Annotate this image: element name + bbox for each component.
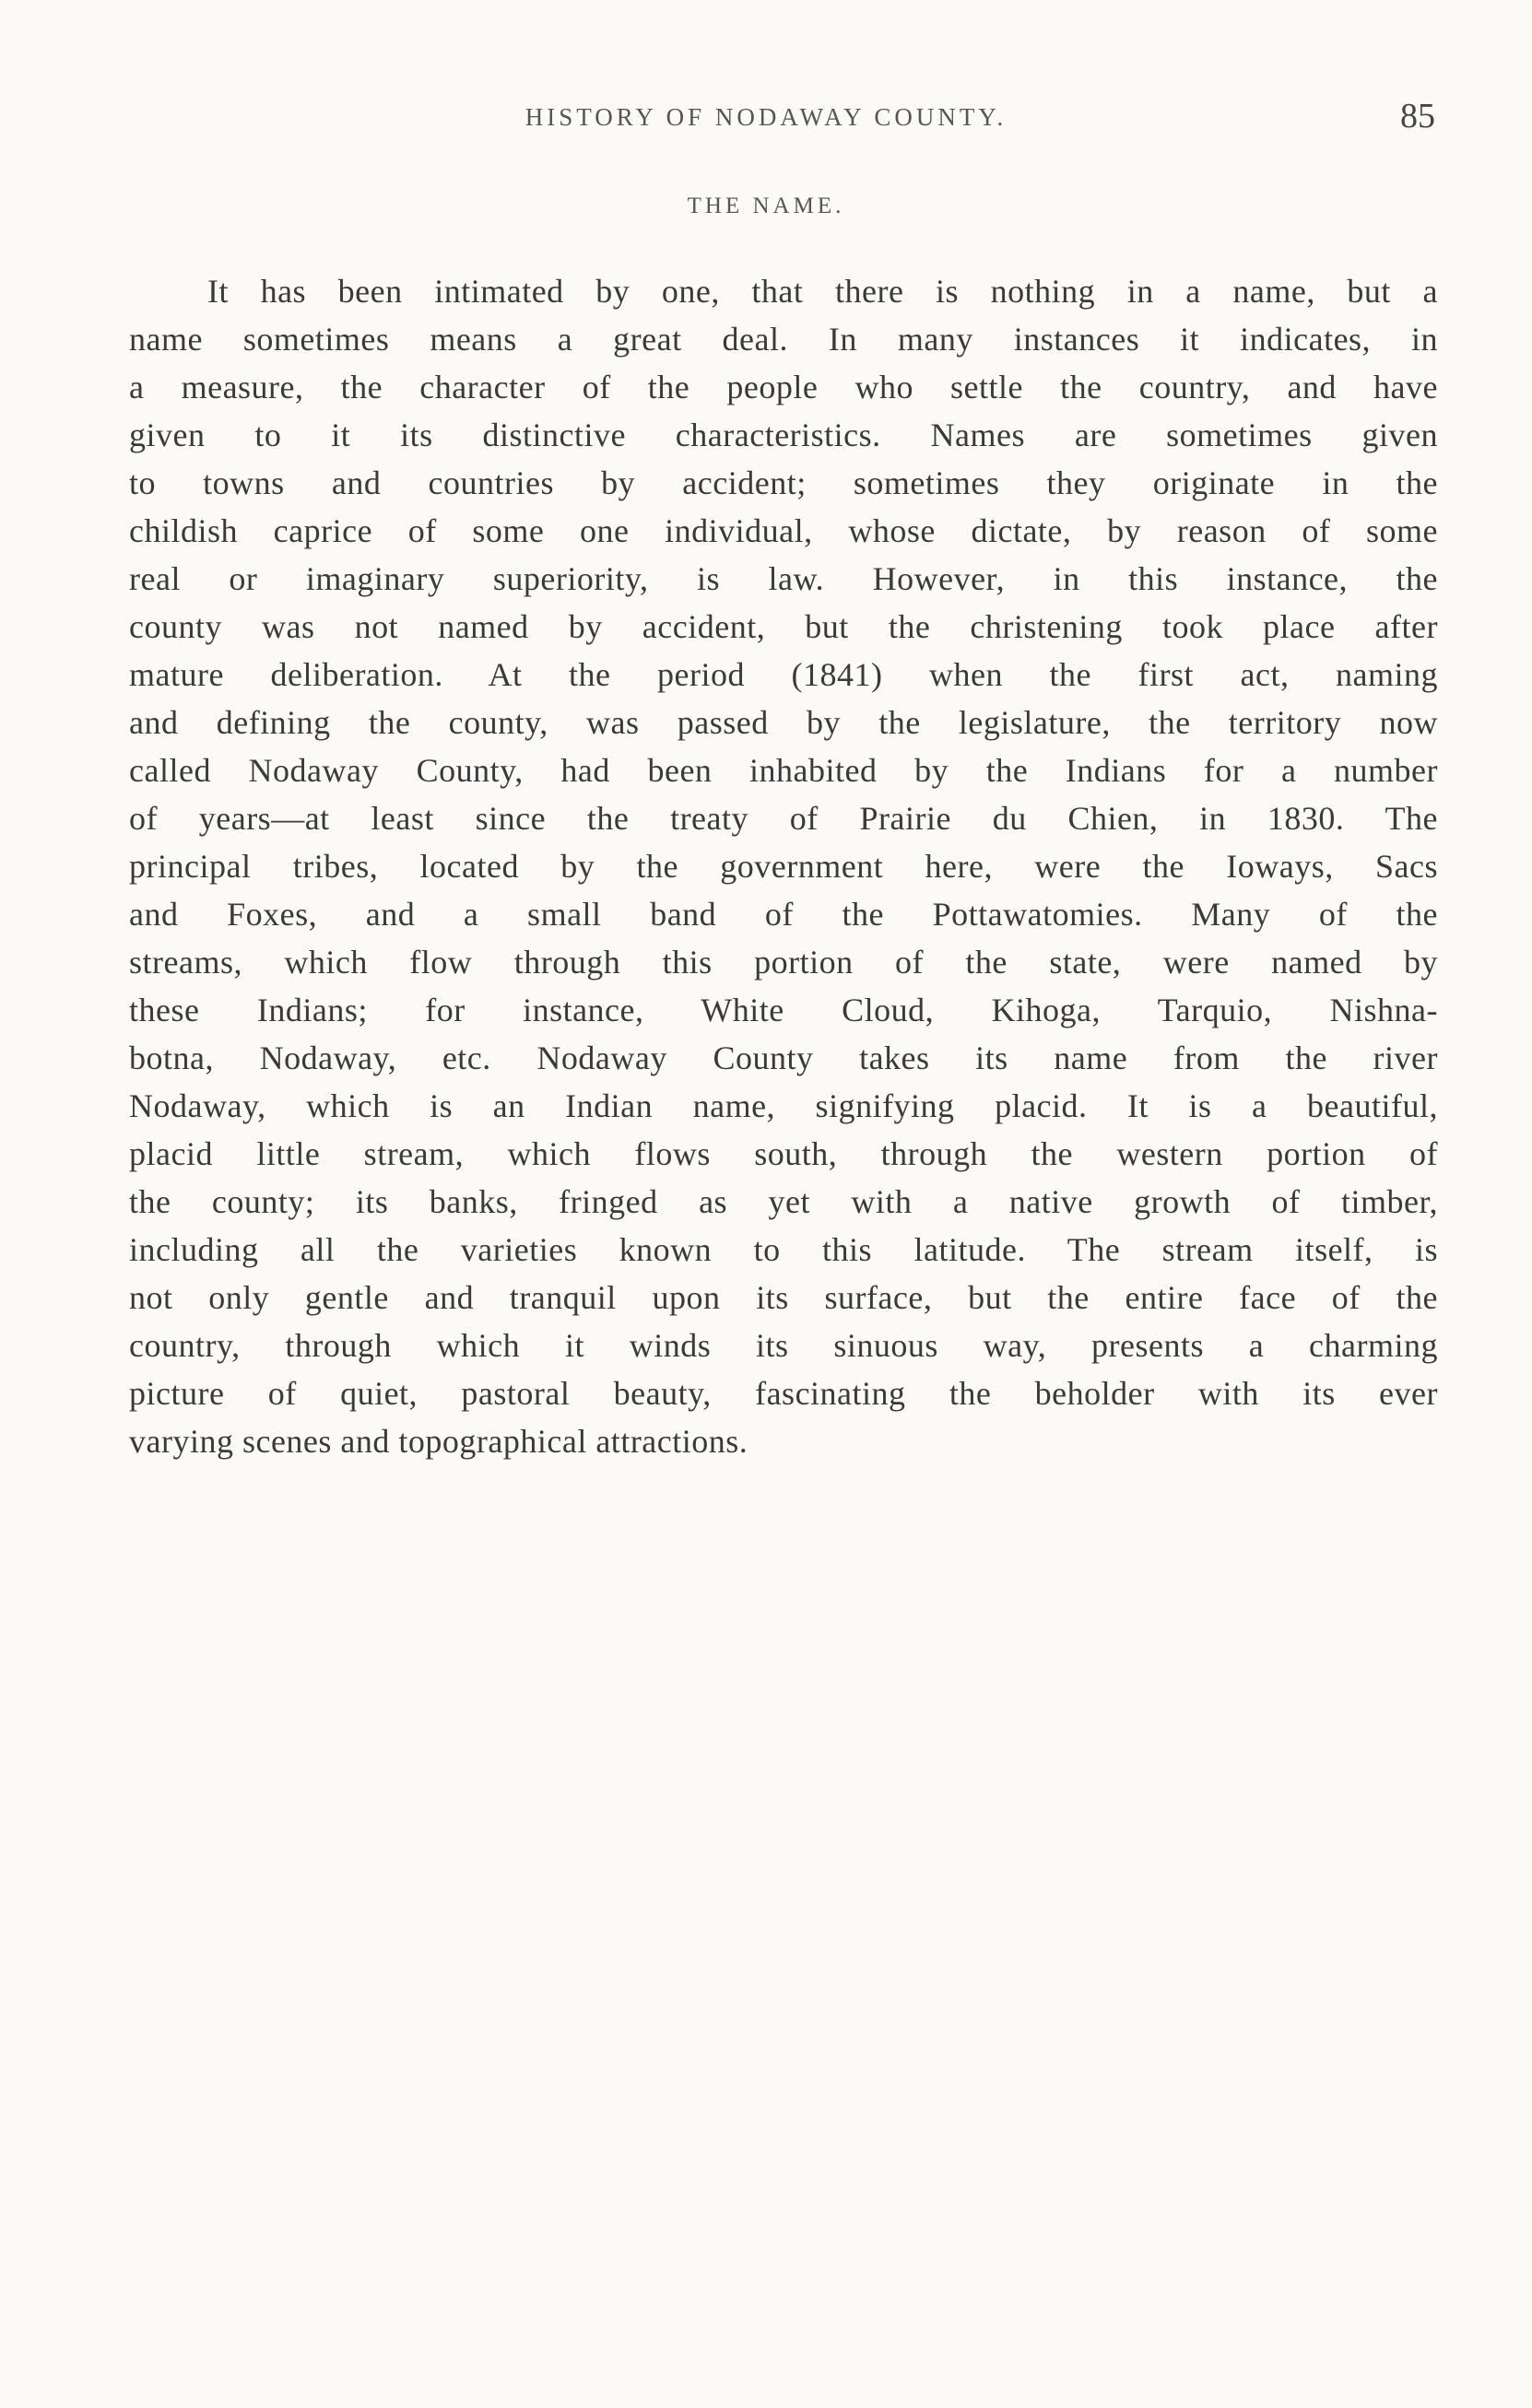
text-line: mature deliberation. At the period (1841) when the first act, naming [129,656,1438,693]
page-number: 85 [1400,97,1435,135]
text-line: principal tribes, located by the government here, were the Ioways, Sacs [129,848,1438,885]
text-line: a measure, the character of the people who settle the country, and have [129,369,1438,405]
text-line: of years—at least since the treaty of Prairie du Chien, in 1830. The [129,800,1438,837]
body-paragraph [129,267,1438,1465]
text-line: childish caprice of some one individual, whose dictate, by reason of some [129,512,1438,549]
text-line: picture of quiet, pastoral beauty, fascinating the beholder with its ever [129,1375,1438,1412]
text-line: It has been intimated by one, that there is nothing in a name, but a [207,273,1438,310]
text-line: not only gentle and tranquil upon its surface, but the entire face of the [129,1279,1438,1316]
section-title: THE NAME. [687,194,845,218]
text-line: streams, which flow through this portion of the state, were named by [129,944,1438,981]
text-line: Nodaway, which is an Indian name, signifying placid. It is a beautiful, [129,1087,1438,1124]
text-line: given to it its distinctive characteristics. Names are sometimes given [129,417,1438,453]
text-line: placid little stream, which flows south, through the western portion of [129,1135,1438,1172]
text-line: botna, Nodaway, etc. Nodaway County takes its name from the river [129,1040,1438,1076]
text-line: county was not named by accident, but the christening took place after [129,608,1438,645]
text-line: and Foxes, and a small band of the Pottawatomies. Many of the [129,896,1438,933]
text-line: including all the varieties known to this latitude. The stream itself, is [129,1231,1438,1268]
text-line: and defining the county, was passed by the legislature, the territory now [129,704,1438,741]
text-line: name sometimes means a great deal. In many instances it indicates, in [129,321,1438,358]
text-line: to towns and countries by accident; sometimes they originate in the [129,464,1438,501]
running-head: HISTORY OF NODAWAY COUNTY. [524,103,1008,131]
text-line: country, through which it winds its sinuous way, presents a charming [129,1327,1438,1364]
text-line: the county; its banks, fringed as yet with a native growth of timber, [129,1183,1438,1220]
text-line: real or imaginary superiority, is law. However, in this instance, the [129,560,1438,597]
text-line: called Nodaway County, had been inhabited by the Indians for a number [129,752,1438,789]
text-line: these Indians; for instance, White Cloud, Kihoga, Tarquio, Nishna- [129,992,1438,1028]
text-line: varying scenes and topographical attractions. [129,1423,748,1460]
